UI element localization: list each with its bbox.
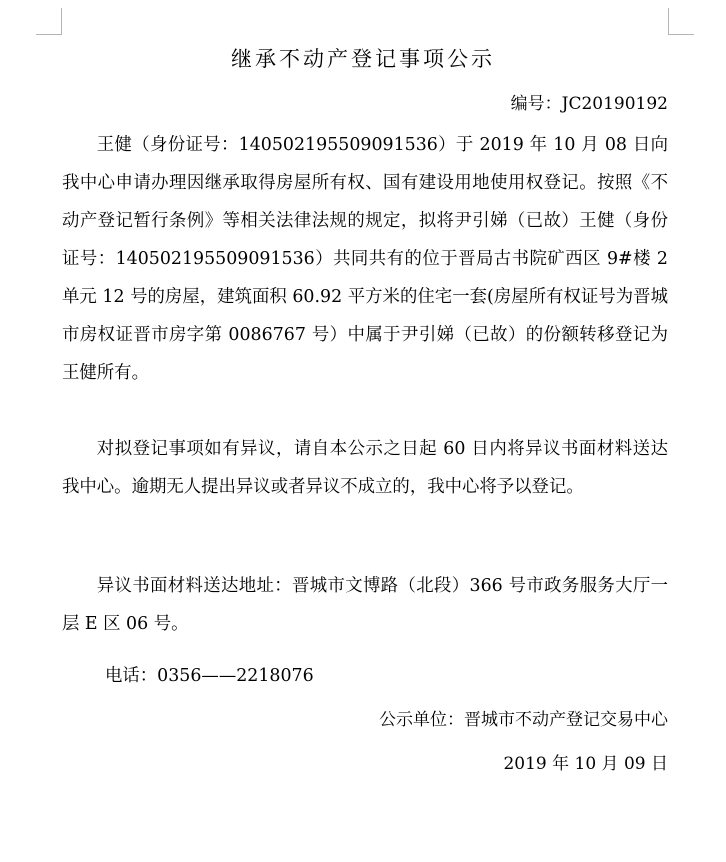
document-title: 继承不动产登记事项公示: [231, 47, 495, 71]
issuing-unit: 公示单位：晋城市不动产登记交易中心: [379, 710, 668, 730]
margin-corner-mark-top-left: [36, 34, 62, 35]
margin-corner-mark-top-right: [668, 34, 694, 35]
body-paragraph-address: 异议书面材料送达地址：晋城市文博路（北段）366 号市政务服务大厅一层 E 区 06 号。: [62, 576, 668, 634]
margin-corner-mark-top-right: [668, 8, 669, 35]
body-paragraph-objection: 对拟登记事项如有异议，请自本公示之日起 60 日内将异议书面材料送达我中心。逾期无人提出异议或者异议不成立的，我中心将予以登记。: [62, 439, 668, 497]
margin-corner-mark-top-left: [61, 8, 62, 35]
contact-phone: 电话：0356——2218076: [105, 666, 314, 686]
document-number: 编号：JC20190192: [510, 94, 668, 114]
body-paragraph-notice: 王健（身份证号：140502195509091536）于 2019 年 10 月 08 日向我中心申请办理因继承取得房屋所有权、国有建设用地使用权登记。按照《不动产登记暂行条例》等相关法律法规的规定，拟将尹引娣（已故）王健（身份证号：140502195509091536）共同共有的位于晋局古书院矿西区 9#楼 2 单元 12 号的房屋，建筑面积 60.92 平方米的住宅一套(房屋所有权证号为晋城市房权证晋市房字第 0086767 号）中属于尹引娣（已故）的份额转移登记为王健所有。: [62, 135, 668, 383]
issue-date: 2019 年 10 月 09 日: [503, 754, 668, 774]
